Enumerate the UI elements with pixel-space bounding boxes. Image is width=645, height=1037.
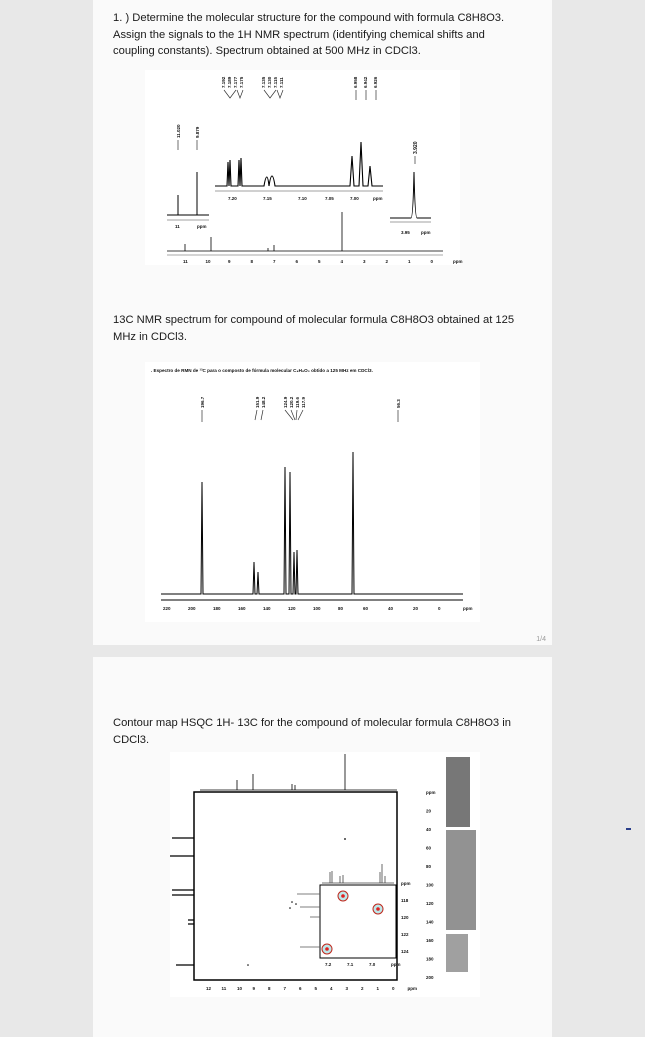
tick-label: 10 <box>205 259 211 264</box>
hsqc-contour-map <box>170 752 480 997</box>
hsqc-contour-map-figure <box>170 752 480 997</box>
tick-label: ppm <box>197 224 207 229</box>
tick-label: 11 <box>175 224 180 229</box>
tick-label: 56.3 <box>396 399 401 408</box>
tick-label: 120 <box>401 915 409 920</box>
tick-label: ppm <box>401 881 411 886</box>
tick-label: 160 <box>426 938 434 943</box>
tick-label: 2 <box>361 986 364 991</box>
tick-label: 0 <box>392 986 395 991</box>
tick-label: 4 <box>330 986 333 991</box>
peak-label: 7.175 <box>239 76 244 88</box>
page-number: 1/4 <box>536 636 546 643</box>
tick-label: ppm <box>426 790 436 795</box>
hsqc-cross-peak <box>373 904 383 914</box>
hsqc-intro-line: Contour map HSQC 1H- 13C for the compound of molecular formula C8H8O3 in <box>113 717 511 729</box>
tick-label: 7.15 <box>263 196 272 201</box>
tick-label: 7.00 <box>350 196 359 201</box>
tick-label: 160 <box>238 606 246 611</box>
tick-label: ppm <box>421 230 431 235</box>
tick-label: 6 <box>299 986 302 991</box>
tick-label: ppm <box>463 606 473 611</box>
h1-nmr-spectrum <box>145 70 463 265</box>
tick-label: 1 <box>408 259 411 264</box>
tick-label: 7 <box>273 259 276 264</box>
tick-label: 5 <box>314 986 318 991</box>
tick-label: ppm <box>391 962 401 967</box>
hsqc-cross-peak <box>322 944 332 954</box>
tick-label: 11 <box>221 986 227 991</box>
peak-label: 7.192 <box>221 76 226 88</box>
tick-label: ppm <box>407 986 417 991</box>
tick-label: 124.9 <box>283 396 288 408</box>
tick-label: 122 <box>401 932 409 937</box>
tick-label: 9 <box>252 986 256 991</box>
peak-label-right: 3.920 <box>413 141 419 154</box>
peak-label: 7.130 <box>267 76 272 88</box>
tick-label: 117.9 <box>301 396 306 408</box>
question-line: 1. ) Determine the molecular structure for the compound with formula C8H8O3. <box>113 12 505 24</box>
c13-nmr-spectrum <box>145 362 480 622</box>
tick-label: 148.2 <box>261 396 266 408</box>
tick-label: 4 <box>340 259 344 264</box>
h1-nmr-spectrum-figure <box>145 70 463 265</box>
tick-label: 6 <box>295 259 299 264</box>
tick-label: 12 <box>206 986 212 991</box>
tick-label: 3.95 <box>401 230 410 235</box>
tick-label: 124 <box>401 949 409 954</box>
tick-label: 3 <box>345 986 349 991</box>
document-page-2 <box>93 657 552 1037</box>
tick-label: 10 <box>237 986 243 991</box>
tick-label: 60 <box>363 606 369 611</box>
tick-label: 20 <box>426 808 432 814</box>
tick-label: 119.6 <box>295 396 300 408</box>
tick-label: 120 <box>426 901 434 906</box>
c13-intro-line: MHz in CDCl3. <box>113 330 187 343</box>
tick-label: 60 <box>426 845 432 851</box>
tick-label: 1 <box>376 986 380 991</box>
c13-intro-text <box>113 312 543 345</box>
tick-label: 0 <box>438 606 441 611</box>
tick-label: 140 <box>263 606 271 611</box>
tick-label: 11 <box>183 259 188 264</box>
tick-label: 2 <box>385 259 389 264</box>
c13-intro-line: 13C NMR spectrum for compound of molecular formula C8H8O3 obtained at 125 <box>113 314 515 326</box>
tick-label: 120.2 <box>289 396 294 408</box>
peak-label: 7.111 <box>279 77 284 88</box>
tick-label: 8 <box>268 986 271 991</box>
tick-label: ppm <box>453 259 463 264</box>
tick-label: 40 <box>388 606 394 611</box>
tick-label: 7.2 <box>325 962 332 967</box>
tick-label: 8 <box>250 259 254 264</box>
tick-label: 9 <box>228 259 231 264</box>
tick-label: 40 <box>426 827 432 832</box>
tick-label: 151.9 <box>255 396 260 408</box>
document-page-1 <box>93 0 552 645</box>
tick-label: 80 <box>338 606 344 611</box>
scroll-indicator <box>626 828 631 830</box>
hsqc-intro-line: CDCl3. <box>113 733 150 746</box>
tick-label: 100 <box>313 606 321 611</box>
tick-label: 3 <box>363 259 366 264</box>
tick-label: 7 <box>283 986 287 991</box>
peak-label: 6.926 <box>373 76 378 88</box>
question-line: Assign the signals to the 1H NMR spectrum (identifying chemical shifts and <box>113 28 485 41</box>
peak-label: 9.879 <box>195 126 200 138</box>
c13-nmr-spectrum-figure <box>145 362 480 622</box>
peak-label: 7.177 <box>233 76 238 88</box>
c13-caption: . Espectro de RMN de ¹³C para o composto de fórmula molecular C₈H₈O₃ obtido a 125 MHz em CDCl3. <box>151 368 373 373</box>
peak-label: 7.135 <box>261 76 266 88</box>
tick-label: 140 <box>426 919 434 925</box>
tick-label: ppm <box>373 196 383 201</box>
tick-label: 180 <box>213 606 221 611</box>
tick-label: 7.10 <box>298 196 307 201</box>
peak-label: 11.020 <box>176 124 181 138</box>
tick-label: 20 <box>413 606 419 611</box>
tick-label: 7.05 <box>325 196 334 201</box>
tick-label: 0 <box>430 259 434 264</box>
tick-label: 5 <box>318 259 321 264</box>
peak-label: 6.958 <box>353 76 358 88</box>
question-line: coupling constants). Spectrum obtained at 500 MHz in CDCl3. <box>113 45 421 57</box>
tick-label: 200 <box>188 606 196 611</box>
tick-label: 118 <box>401 898 409 903</box>
peak-label: 7.189 <box>227 76 232 88</box>
tick-label: 7.0 <box>369 962 376 967</box>
tick-label: 7.20 <box>228 196 237 201</box>
question-text <box>113 10 543 60</box>
peak-label: 6.942 <box>363 76 368 88</box>
hsqc-cross-peak <box>338 891 348 901</box>
tick-label: 220 <box>163 606 171 611</box>
peak-label: 7.115 <box>273 76 278 88</box>
tick-label: 100 <box>426 882 434 888</box>
tick-label: 80 <box>426 864 432 869</box>
tick-label: 7.1 <box>347 962 354 967</box>
tick-label: 120 <box>288 606 296 611</box>
hsqc-intro-text <box>113 715 543 748</box>
tick-label: 180 <box>426 956 434 962</box>
tick-label: 196.7 <box>200 396 205 408</box>
tick-label: 200 <box>426 975 434 980</box>
